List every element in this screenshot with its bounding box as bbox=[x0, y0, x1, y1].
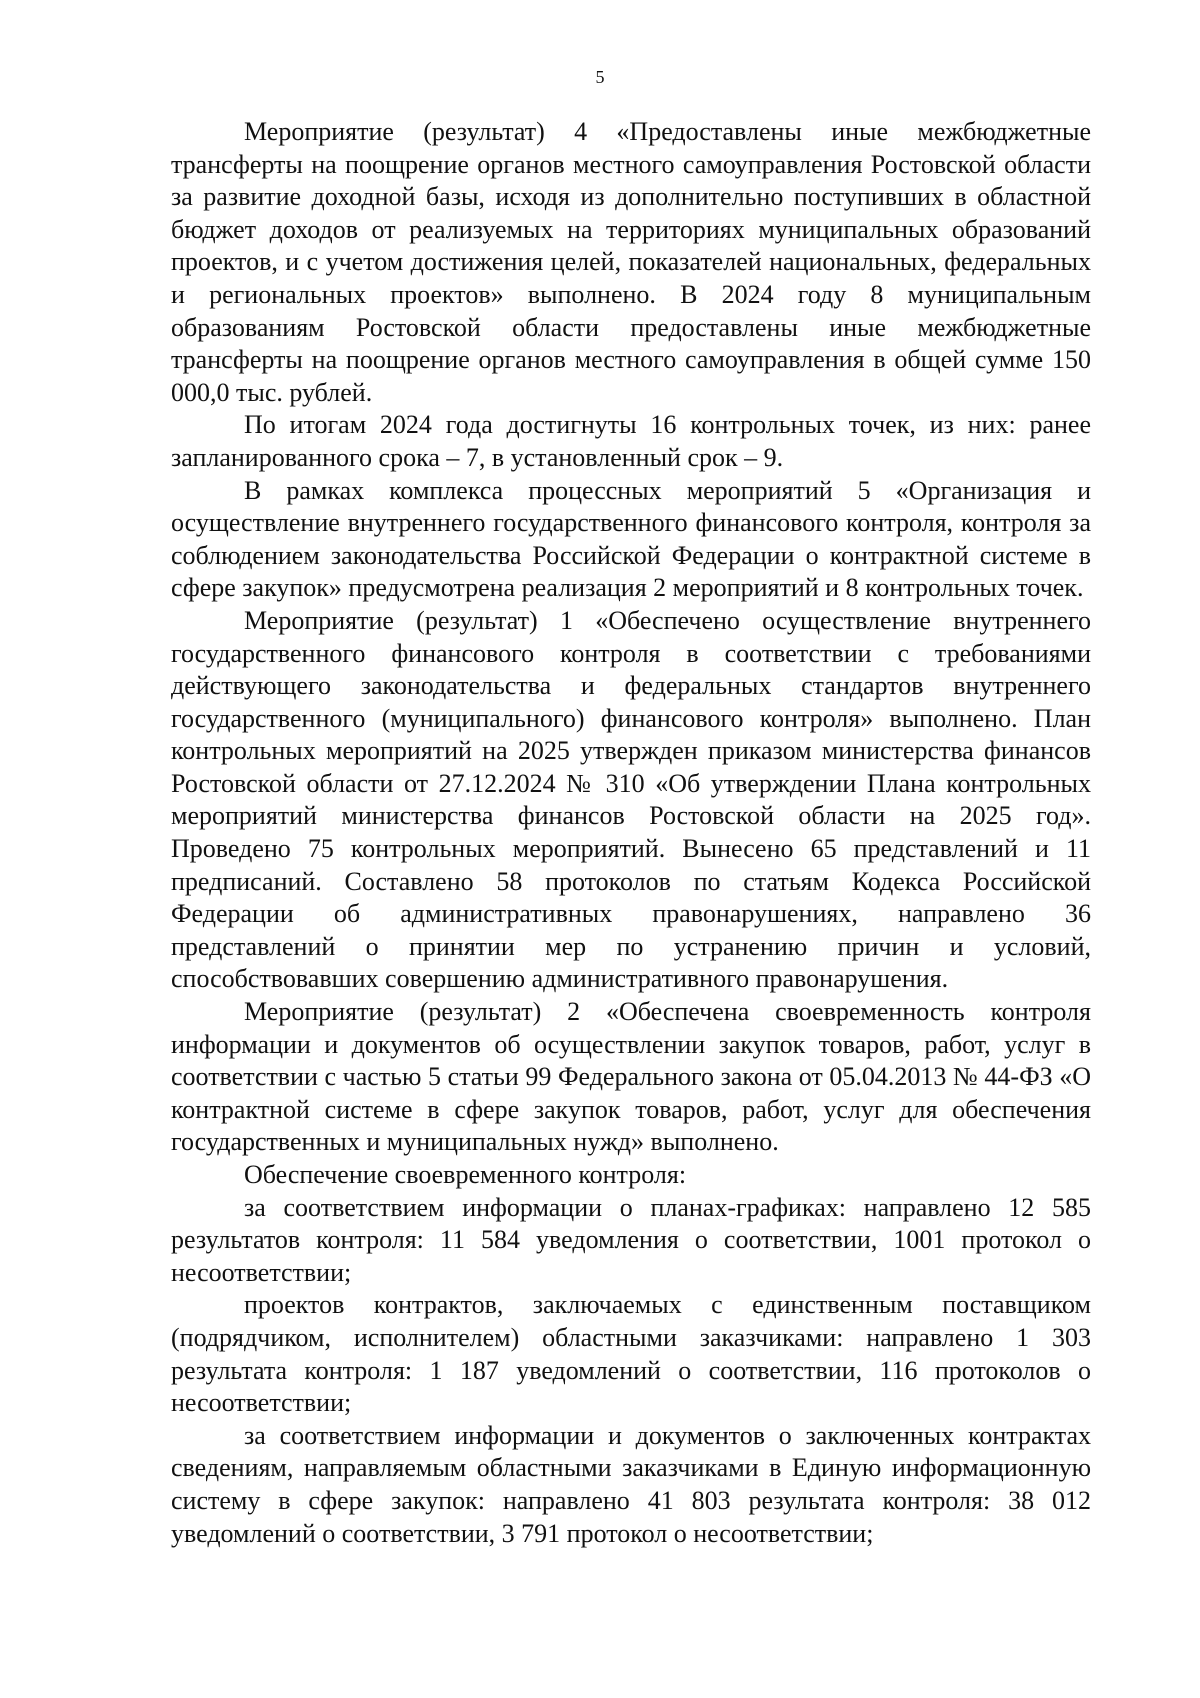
paragraph-plan-schedules: за соответствием информации о планах-графиках: направлено 12 585 результатов контроля: 11 584 уведомления о соответствии, 1001 протокол о несоответствии; bbox=[171, 1192, 1091, 1287]
paragraph-contract-drafts: проектов контрактов, заключаемых с единственным поставщиком (подрядчиком, исполнителем) областными заказчиками: направлено 1 303 результата контроля: 1 187 уведомлений о соответствии, 116 протоколов о несоответствии; bbox=[171, 1290, 1091, 1418]
paragraph-complex-5: В рамках комплекса процессных мероприятий 5 «Организация и осуществление внутреннего государственного финансового контроля, контроля за соблюдением законодательства Российской Федерации о контрактной системе в сфере закупок» предусмотрена реализация 2 мероприятий и 8 контрольных точек. bbox=[171, 475, 1091, 603]
paragraph-control-points-summary: По итогам 2024 года достигнуты 16 контрольных точек, из них: ранее запланированного срока – 7, в установленный срок – 9. bbox=[171, 410, 1091, 472]
paragraph-complex-5-event-1: Мероприятие (результат) 1 «Обеспечено осуществление внутреннего государственного финансового контроля в соответствии с требованиями действующего законодательства и федеральных стандартов внутреннего государственного (муниципального) финансового контроля» выполнено. План контрольных мероприятий на 2025 утвержден приказом министерства финансов Ростовской области от 27.12.2024 № 310 «Об утверждении Плана контрольных мероприятий министерства финансов Ростовской области на 2025 год». Проведено 75 контрольных мероприятий. Вынесено 65 представлений и 11 предписаний. Составлено 58 протоколов по статьям Кодекса Российской Федерации об административных правонарушениях, направлено 36 представлений о принятии мер по устранению причин и условий, способствовавших совершению административного правонарушения. bbox=[171, 605, 1091, 994]
document-body bbox=[171, 116, 1091, 1550]
paragraph-complex-5-event-2: Мероприятие (результат) 2 «Обеспечена своевременность контроля информации и документов об осуществлении закупок товаров, работ, услуг в соответствии с частью 5 статьи 99 Федерального закона от 05.04.2013 № 44-ФЗ «О контрактной системе в сфере закупок товаров, работ, услуг для обеспечения государственных и муниципальных нужд» выполнено. bbox=[171, 997, 1091, 1157]
page-number: 5 bbox=[595, 67, 605, 87]
paragraph-event-4: Мероприятие (результат) 4 «Предоставлены иные межбюджетные трансферты на поощрение органов местного самоуправления Ростовской области за развитие доходной базы, исходя из дополнительно поступивших в областной бюджет доходов от реализуемых на территориях муниципальных образований проектов, и с учетом достижения целей, показателей национальных, федеральных и региональных проектов» выполнено. В 2024 году 8 муниципальным образованиям Ростовской области предоставлены иные межбюджетные трансферты на поощрение органов местного самоуправления в общей сумме 150 000,0 тыс. рублей. bbox=[171, 117, 1091, 407]
paragraph-control-heading: Обеспечение своевременного контроля: bbox=[244, 1160, 687, 1189]
paragraph-concluded-contracts: за соответствием информации и документов о заключенных контрактах сведениям, направляемым областными заказчиками в Единую информационную систему в сфере закупок: направлено 41 803 результата контроля: 38 012 уведомлений о соответствии, 3 791 протокол о несоответствии; bbox=[171, 1420, 1091, 1548]
